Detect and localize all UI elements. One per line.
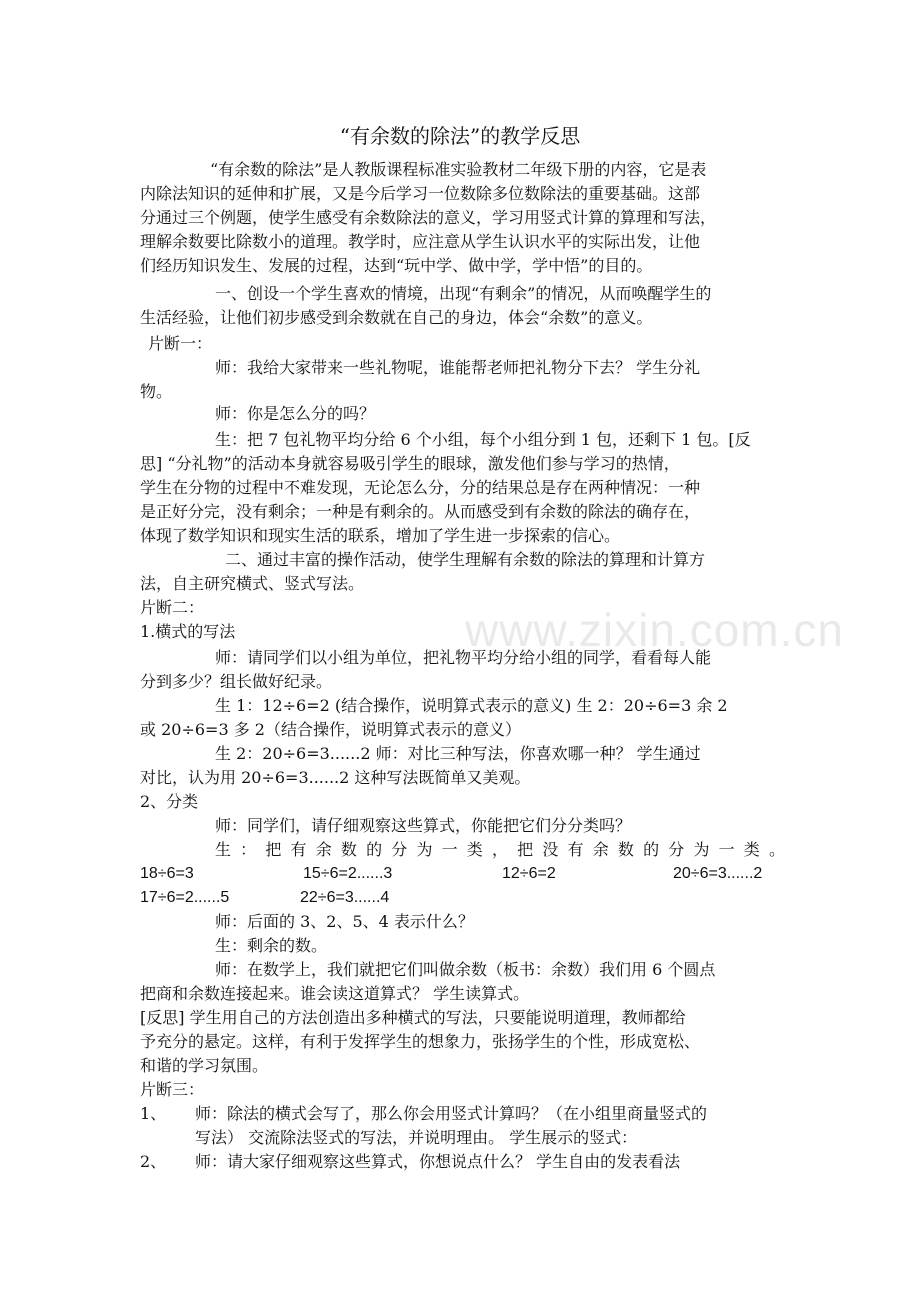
paragraph-line: 把商和余数连接起来。谁会读这道算式？ 学生读算式。 xyxy=(140,984,530,1003)
paragraph-line: 师：后面的 3、2、5、4 表示什么？ xyxy=(215,912,474,931)
equation-row xyxy=(140,886,790,910)
equation: 12÷6=2 xyxy=(502,865,556,882)
document-title: “有余数的除法”的教学反思 xyxy=(339,124,581,148)
segment-label-3: 片断三： xyxy=(140,1080,205,1099)
paragraph-line: 师：在数学上，我们就把它们叫做余数（板书：余数）我们用 6 个圆点 xyxy=(215,960,716,979)
watermark: www.zixin.com.cn xyxy=(465,604,844,656)
paragraph-line: [反思] 学生用自己的方法创造出多种横式的写法，只要能说明道理，教师都给 xyxy=(140,1008,686,1027)
paragraph-line: 师：请同学们以小组为单位，把礼物平均分给小组的同学，看看每人能 xyxy=(215,648,712,667)
subheading-classify: 2、分类 xyxy=(140,792,199,811)
segment-label-1: 片断一： xyxy=(148,334,213,353)
equation: 22÷6=3......4 xyxy=(300,889,390,906)
paragraph-line: 予充分的悬定。这样，有利于发挥学生的想象力，张扬学生的个性，形成宽松、 xyxy=(140,1032,701,1051)
paragraph-line: 生：剩余的数。 xyxy=(215,936,328,955)
paragraph-line: 师：请大家仔细观察这些算式，你想说点什么？ 学生自由的发表看法 xyxy=(195,1152,681,1171)
section-heading-1: 一、创设一个学生喜欢的情境，出现“有剩余”的情况，从而唤醒学生的 xyxy=(215,284,712,303)
paragraph-line: 和谐的学习氛围。 xyxy=(140,1056,269,1075)
paragraph-line: 生 1：12÷6=2 (结合操作，说明算式表示的意义) 生 2：20÷6=3 余 2 xyxy=(215,696,728,715)
paragraph-line: 写法） 交流除法竖式的写法，并说明理由。 学生展示的竖式： xyxy=(195,1128,638,1147)
paragraph-line: 师：我给大家带来一些礼物呢，谁能帮老师把礼物分下去？ 学生分礼 xyxy=(215,358,701,377)
paragraph-line: 生：把 7 包礼物平均分给 6 个小组，每个小组分到 1 包，还剩下 1 包。[反 xyxy=(215,430,751,449)
paragraph-line: 分到多少？组长做好纪录。 xyxy=(140,672,333,691)
paragraph-line: 师：你是怎么分的吗？ xyxy=(215,404,376,423)
list-marker: 1、 xyxy=(140,1104,167,1123)
segment-label-2: 片断二： xyxy=(140,598,205,617)
paragraph-line: 理解余数要比除数小的道理。教学时，应注意从学生认识水平的实际出发，让他 xyxy=(140,232,701,251)
paragraph-line: 内除法知识的延伸和扩展，又是今后学习一位数除多位数除法的重要基础。这部 xyxy=(140,184,701,203)
equation: 20÷6=3......2 xyxy=(673,865,763,882)
paragraph-line: 法，自主研究横式、竖式写法。 xyxy=(140,574,365,593)
subheading-horizontal-form: 1.横式的写法 xyxy=(140,622,236,641)
paragraph-line: 或 20÷6=3 多 2（结合操作，说明算式表示的意义） xyxy=(140,720,521,739)
equation: 15÷6=2......3 xyxy=(303,865,393,882)
paragraph-line: 思] “分礼物”的活动本身就容易吸引学生的眼球，激发他们参与学习的热情， xyxy=(140,454,680,473)
list-marker: 2、 xyxy=(140,1152,167,1171)
paragraph-line: 生活经验，让他们初步感受到余数就在自己的身边，体会“余数”的意义。 xyxy=(140,308,653,327)
paragraph-line: 师：同学们，请仔细观察这些算式，你能把它们分分类吗？ xyxy=(215,816,632,835)
paragraph-line: 学生在分物的过程中不难发现，无论怎么分，分的结果总是存在两种情况：一种 xyxy=(140,478,701,497)
equation: 17÷6=2......5 xyxy=(140,889,230,906)
paragraph-line: 师：除法的横式会写了，那么你会用竖式计算吗？（在小组里商量竖式的 xyxy=(195,1104,708,1123)
paragraph-line: 是正好分完，没有剩余；一种是有剩余的。从而感受到有余数的除法的确存在， xyxy=(140,502,701,521)
section-heading-2: 二、通过丰富的操作活动，使学生理解有余数的除法的算理和计算方 xyxy=(225,550,706,569)
paragraph-line: 对比，认为用 20÷6=3......2 这种写法既简单又美观。 xyxy=(140,768,531,787)
paragraph-line: 生：把有余数的分为一类，把没有余数的分为一类。 xyxy=(215,840,785,859)
paragraph-line: 物。 xyxy=(140,382,173,401)
paragraph-line: 分通过三个例题，使学生感受有余数除法的意义，学习用竖式计算的算理和写法， xyxy=(140,208,717,227)
paragraph-line: “有余数的除法”是人教版课程标准实验教材二年级下册的内容，它是表 xyxy=(210,160,707,179)
paragraph-line: 体现了数学知识和现实生活的联系，增加了学生进一步探索的信心。 xyxy=(140,526,621,545)
paragraph-line: 们经历知识发生、发展的过程，达到“玩中学、做中学，学中悟”的目的。 xyxy=(140,256,653,275)
equation-row xyxy=(140,862,790,886)
paragraph-line: 生 2：20÷6=3......2 师：对比三种写法，你喜欢哪一种？ 学生通过 xyxy=(215,744,701,763)
equation: 18÷6=3 xyxy=(140,865,194,882)
